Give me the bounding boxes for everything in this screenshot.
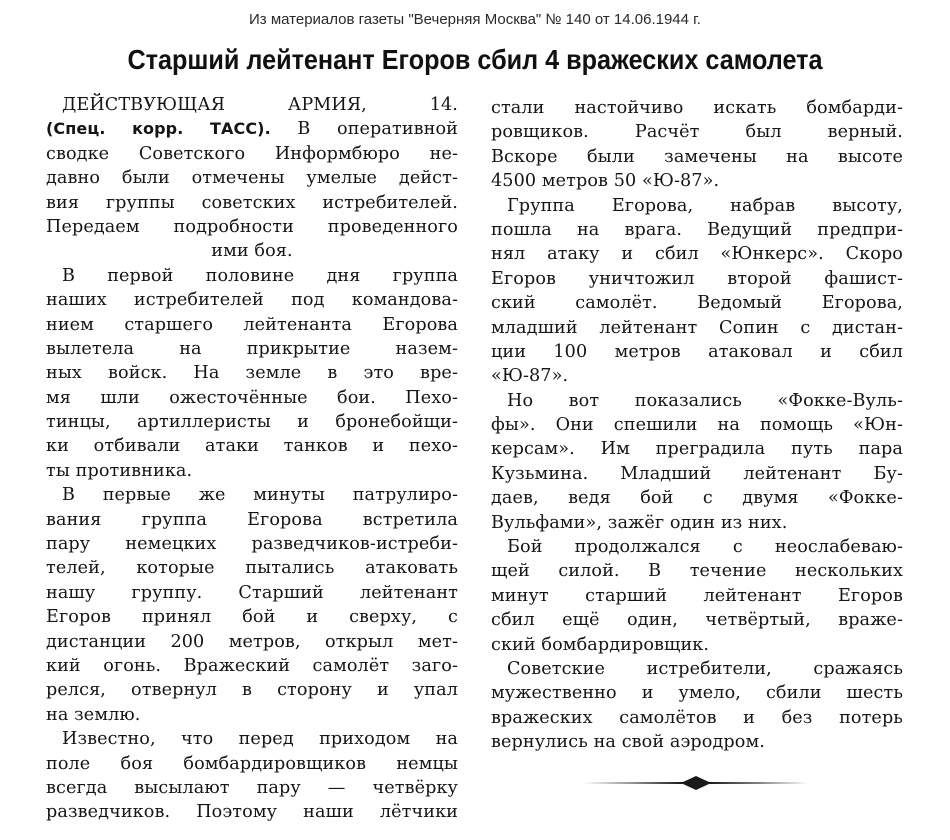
paragraph [491,194,903,389]
dateline-credit: (Спец. корр. ТАСС). [46,119,271,139]
text-line: наших истребителей под командова- [46,290,458,311]
text-line: сводке Советского Информбюро не- [46,143,458,164]
paragraph [46,264,458,484]
text-line: Советские истребители, сражаясь [507,658,903,679]
text-line: кий огонь. Вражеский самолёт заго- [46,655,458,676]
text-line: вылетела на прикрытие назем- [46,338,458,359]
text-line: минут старший лейтенант Егоров [491,585,903,606]
text-line: разведчиков. Поэтому наши лётчики [46,802,458,823]
text-line: Вскоре были замечены на высоте [491,146,903,167]
text-line: сбил ещё один, четвёртый, враже- [491,610,903,631]
paragraph [46,727,458,825]
text-line: Но вот показались «Фокке-Вуль- [507,390,903,411]
text-line: давно были отмечены умелые дейст- [46,168,458,189]
text-line: нием старшего лейтенанта Егорова [46,314,458,335]
text-line: пошла на врага. Ведущий предпри- [491,219,903,240]
paragraph [491,535,903,657]
left-column [46,93,458,825]
text-line: 4500 метров 50 «Ю-87». [491,171,720,192]
text-line: младший лейтенант Сопин с дистан- [491,317,903,338]
text-line: вернулись на свой аэродром. [491,732,765,753]
text-line: Передаем подробности проведенного [46,216,458,237]
text-line: дистанции 200 метров, открыл мет- [46,631,458,652]
text-line: ных войск. На земле в это вре- [46,363,458,384]
text-line: всегда высылают пару — четвёрку [46,777,458,798]
text-line: ский самолёт. Ведомый Егорова, [491,293,903,314]
text-line: ровщиков. Расчёт был верный. [491,122,903,143]
text-line: на землю. [46,704,141,725]
text-line: Бой продолжался с неослабеваю- [507,537,903,558]
article-headline: Старший лейтенант Егоров сбил 4 вражеских самолета [127,44,823,75]
text-line: пару немецких разведчиков-истреби- [46,534,458,555]
text-line: даев, ведя бой с двумя «Фокке- [491,488,903,509]
text-line: релся, отвернул в сторону и упал [46,680,458,701]
text-line: нашу группу. Старший лейтенант [46,582,458,603]
text-line: Егоров принял бой и сверху, с [46,607,458,628]
text-line: ский бомбардировщик. [491,634,710,655]
text-line: вия группы советских истребителей. [46,192,458,213]
text-line: вания группа Егорова встретила [46,509,458,530]
text-line: ты противника. [46,460,193,481]
text-line: «Ю-87». [491,366,569,387]
text-line: ции 100 метров атаковал и сбил [491,341,903,362]
text-line: Егоров уничтожил второй фашист- [491,268,903,289]
paragraph [491,657,903,755]
text-line: ими боя. [211,241,293,262]
text-line: мужественно и умело, сбили шесть [491,683,903,704]
text-line: поле боя бомбардировщиков немцы [46,753,458,774]
text-line: вражеских самолётов и без потерь [491,707,903,728]
text-line: Известно, что перед приходом на [62,729,458,750]
source-note: Из материалов газеты "Вечерняя Москва" № 140 от 14.06.1944 г. [249,11,701,28]
text-line: стали настойчиво искать бомбарди- [491,98,903,118]
end-ornament-divider [583,775,809,791]
text-line: Группа Егорова, набрав высоту, [507,195,903,216]
text-line: Вульфами», зажёг один из них. [491,512,788,533]
paragraph [46,483,458,727]
text-line: Кузьмина. Младший лейтенант Бу- [491,463,903,484]
text-line: ки отбивали атаки танков и пехо- [46,436,458,457]
text-line-rest: В оперативной [270,119,458,140]
text-line: щей силой. В течение нескольких [491,561,903,582]
text-line: тинцы, артиллеристы и бронебойщи- [46,412,458,433]
text-line: нял атаку и сбил «Юнкерс». Скоро [491,244,903,265]
text-line: фы». Они спешили на помощь «Юн- [491,415,903,436]
text-line: телей, которые пытались атаковать [46,558,458,579]
paragraph [491,389,903,535]
text-line: мя шли ожесточённые бои. Пехо- [46,387,458,408]
paragraph [491,96,903,194]
right-column [491,96,903,755]
text-line [46,117,458,141]
text-line: В первой половине дня группа [62,265,458,286]
text-line: В первые же минуты патрулиро- [62,485,458,506]
paragraph [46,93,458,264]
text-line: керсам». Им преградила путь пара [491,439,903,460]
text-line: ДЕЙСТВУЮЩАЯ АРМИЯ, 14. [62,95,458,115]
